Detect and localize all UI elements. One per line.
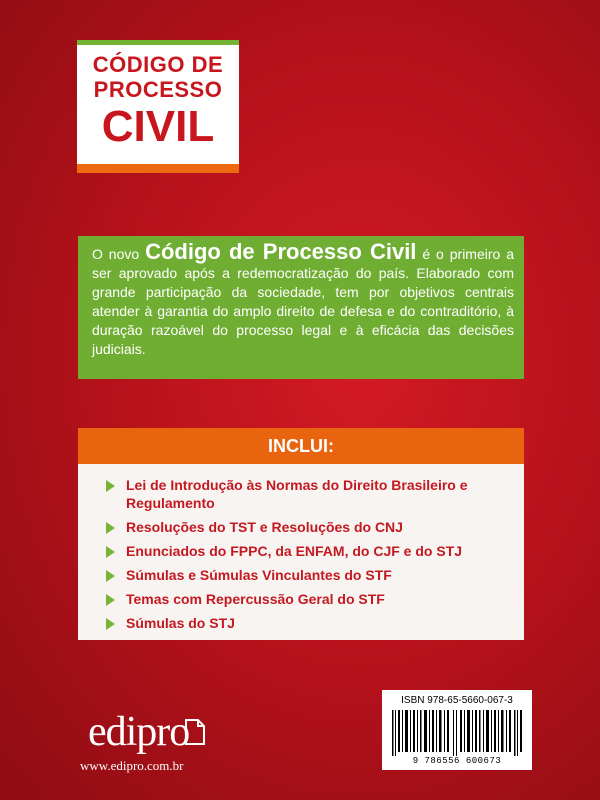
title-line-2: PROCESSO bbox=[93, 77, 223, 102]
list-item-label: Enunciados do FPPC, da ENFAM, do CJF e do STJ bbox=[126, 543, 463, 559]
list-item bbox=[106, 566, 524, 584]
title-bottom-bar bbox=[77, 164, 239, 173]
intro-body: é o primeiro a ser aprovado após a redemocratização do país. Elaborado com grande participação da sociedade, tem por objetivos centrais atender à garantia do amplo direito de defesa e do contraditório, à duração razoável do processo legal e à eficácia das decisões judiciais. bbox=[92, 246, 515, 357]
barcode-number: 9 786556 600673 bbox=[412, 756, 502, 766]
list-item-label: Súmulas e Súmulas Vinculantes do STF bbox=[126, 567, 392, 583]
triangle-bullet-icon bbox=[106, 522, 115, 534]
list-item-label: Temas com Repercussão Geral do STF bbox=[126, 591, 385, 607]
triangle-bullet-icon bbox=[106, 546, 115, 558]
triangle-bullet-icon bbox=[106, 480, 115, 492]
intro-highlight: Código de Processo Civil bbox=[145, 239, 417, 264]
includes-panel bbox=[78, 428, 524, 640]
includes-list bbox=[78, 464, 524, 632]
isbn-label: ISBN 978-65-5660-067-3 bbox=[401, 695, 513, 706]
list-item bbox=[106, 614, 524, 632]
publisher-logo-text: edipro bbox=[88, 709, 190, 755]
list-item-label: Resoluções do TST e Resoluções do CNJ bbox=[126, 519, 403, 535]
triangle-bullet-icon bbox=[106, 570, 115, 582]
triangle-bullet-icon bbox=[106, 594, 115, 606]
title-top-bar bbox=[77, 40, 239, 45]
list-item-label: Lei de Introdução às Normas do Direito Brasileiro e Regulamento bbox=[126, 477, 468, 511]
triangle-bullet-icon bbox=[106, 618, 115, 630]
list-item bbox=[106, 476, 524, 512]
book-icon bbox=[184, 718, 206, 746]
list-item bbox=[106, 590, 524, 608]
list-item bbox=[106, 518, 524, 536]
title-block bbox=[77, 40, 239, 173]
publisher-website: www.edipro.com.br bbox=[80, 758, 184, 773]
list-item bbox=[106, 542, 524, 560]
includes-header: INCLUI: bbox=[78, 428, 524, 464]
title-line-3: CIVIL bbox=[101, 102, 215, 151]
publisher-logo bbox=[88, 711, 208, 753]
barcode-block bbox=[382, 690, 532, 770]
intro-prefix: O novo bbox=[92, 246, 146, 262]
intro-box bbox=[78, 236, 524, 379]
barcode-icon bbox=[388, 710, 526, 756]
title-line-1: CÓDIGO DE bbox=[92, 52, 224, 77]
list-item-label: Súmulas do STJ bbox=[126, 615, 235, 631]
